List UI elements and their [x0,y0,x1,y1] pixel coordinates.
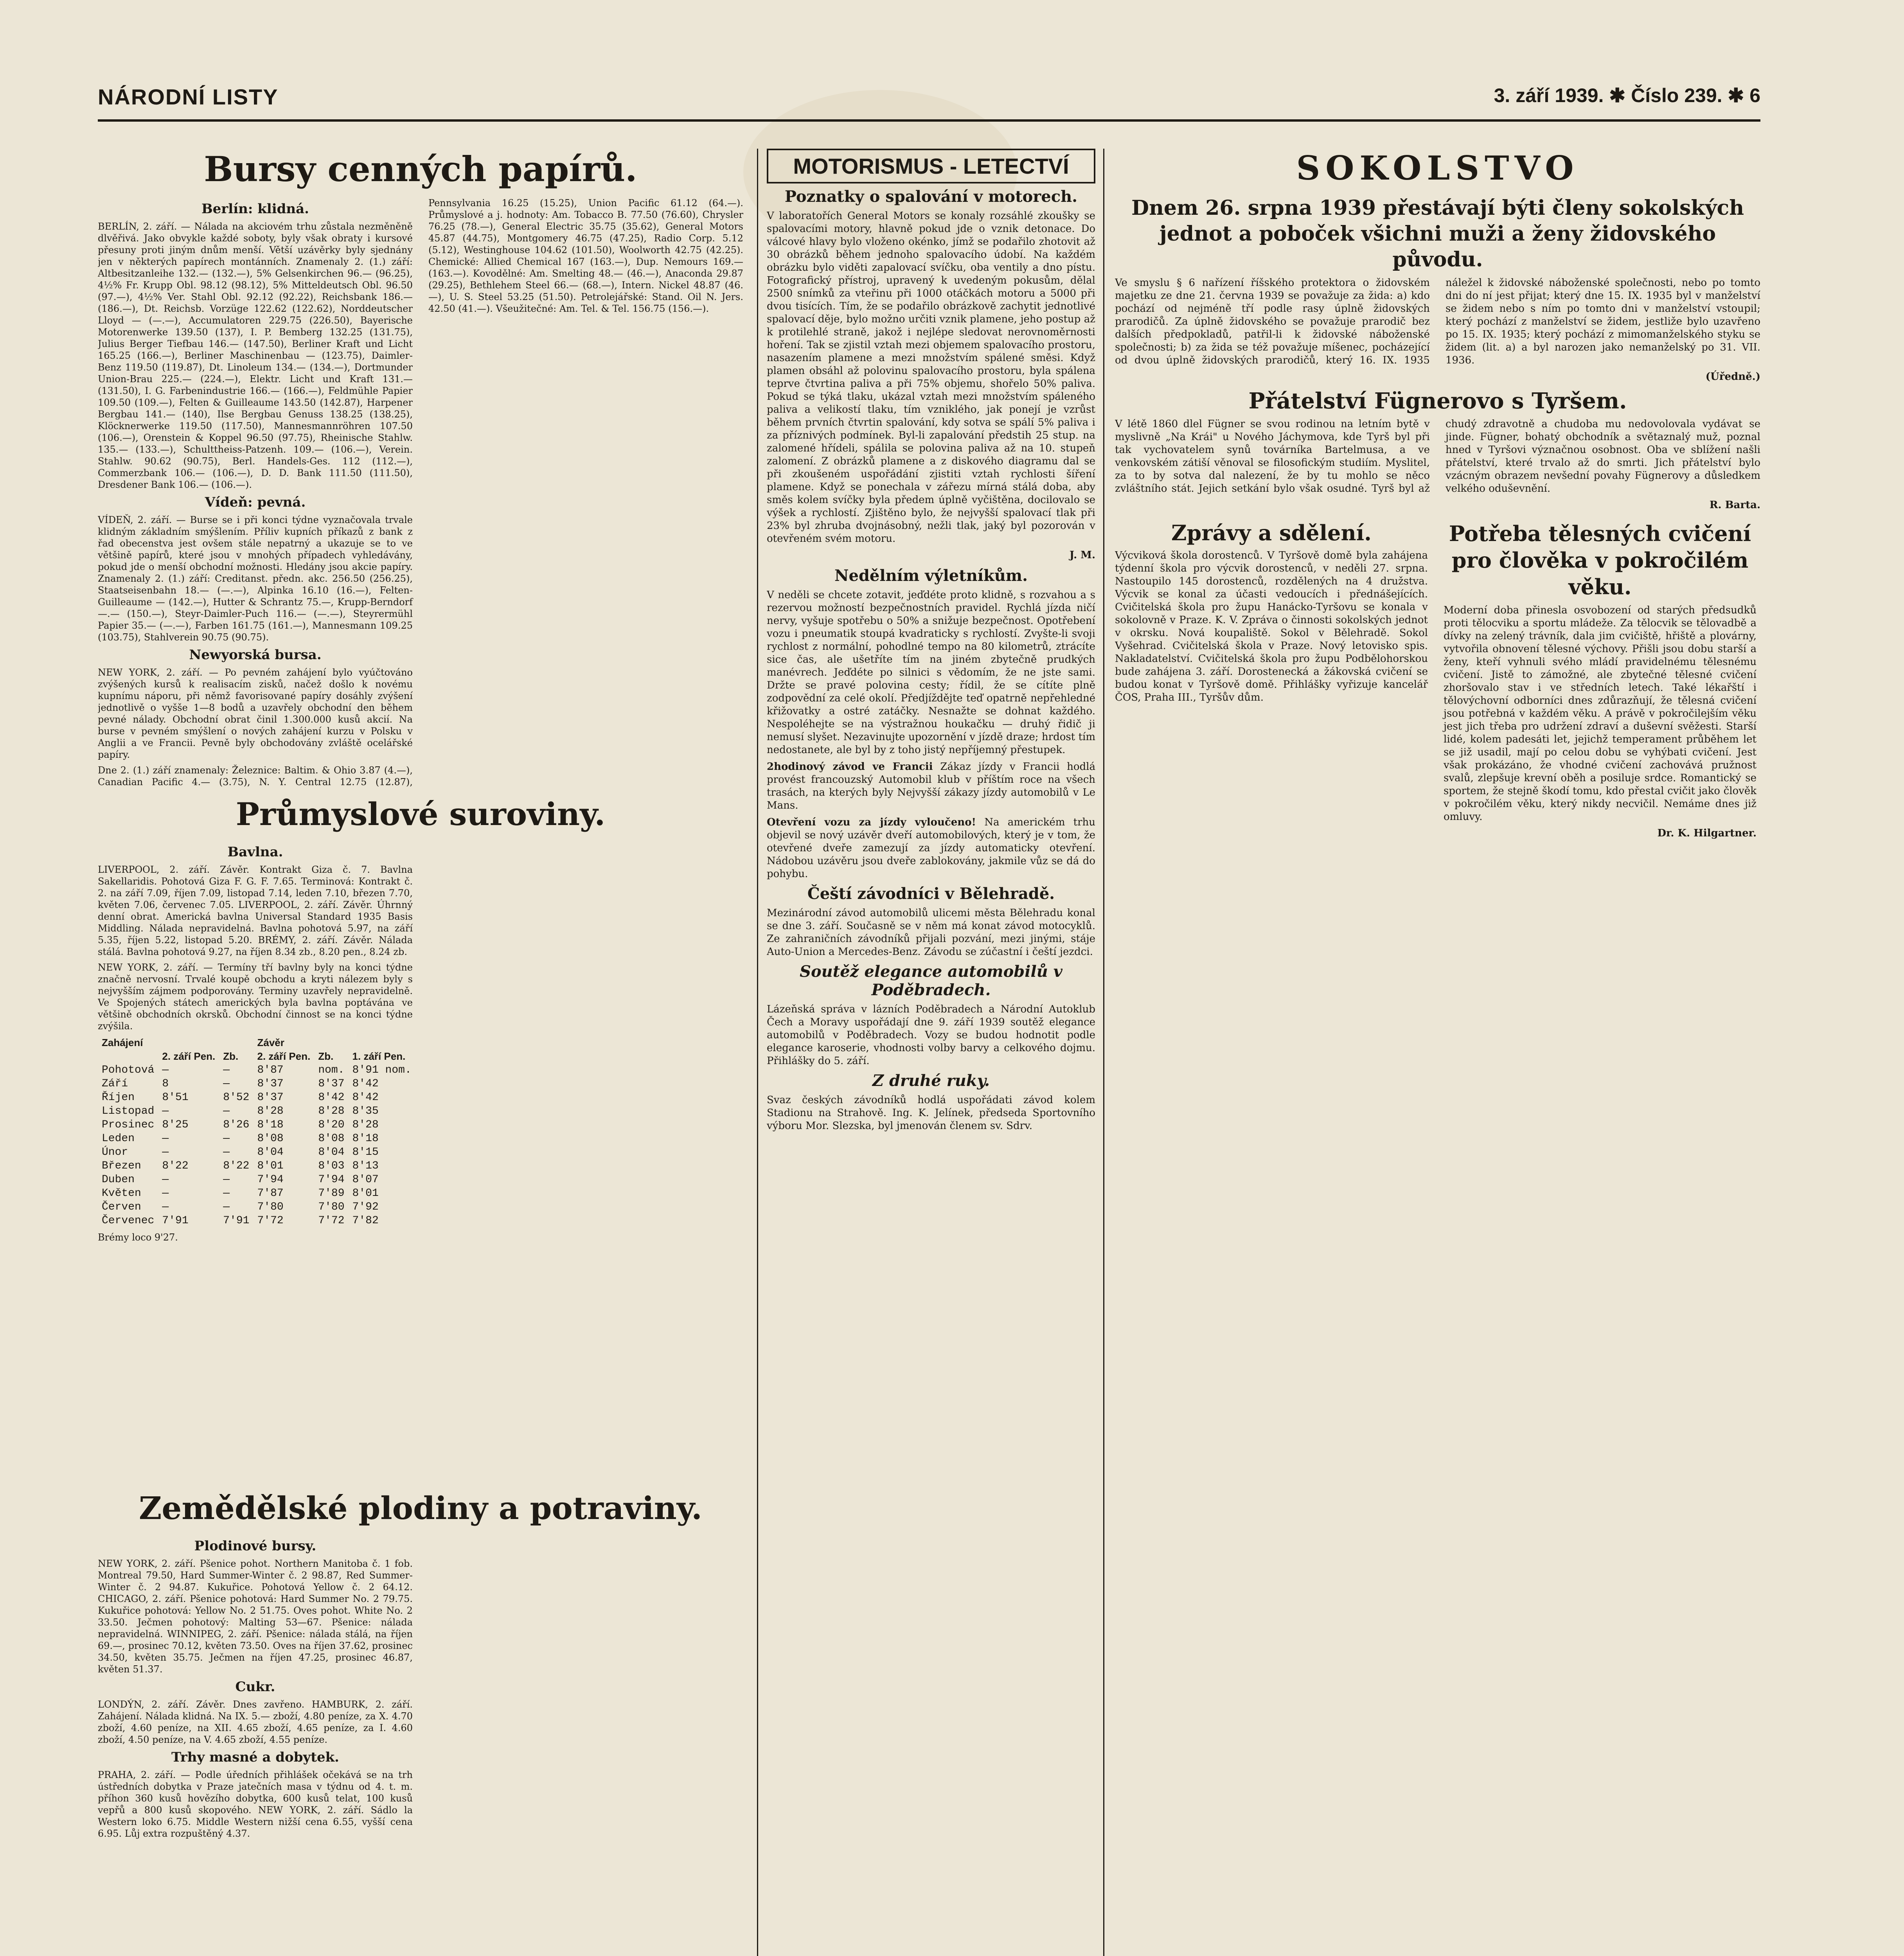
table-header-row [98,1050,415,1063]
table-cell: Duben [102,1174,135,1186]
cotton-newyork-report: NEW YORK, 2. září. — Termíny tří bavlny byly na konci týdne značně nervosní. Trvalé koupě obchodu a kryti nálezem byly s nejvyšším zájmem podporovány. Terminy uzavřely nepravidelně. Ve Spojených státech amerických byla bavlna poptávána ve většině obchodních okrsků. Obchodní činnost se na konci týdne zvýšila. [98,962,413,1032]
table-cell: — [223,1201,230,1213]
table-row [98,1159,415,1173]
table-cell: — [223,1174,230,1186]
door-heading: Otevření vozu za jízdy vyloučeno! [767,816,976,828]
news-article: Výcviková škola dorostenců. V Tyršově domě byla zahájena týdenní škola pro výcvik dorostenců, v neděli 27. srpna. Nastoupilo 145 dorostenců, rozdělených na 4 družstva. Výcvik se konal za účasti vedoucích i přednášejících. Cvičitelská škola pro župu Hanácko-Tyršovu se konala v sokolovně v Praze. K. V. Zpráva o činnosti sokolských jednot v okrsku. Nová koupaliště. Sokol v Bělehradě. Sokol Vyšehrad. Cvičitelská škola v Praze. Nový letovisko spis. Nakladatelství. Cvičitelská škola pro župu Podbělohorskou bude zahájena 3. září. Dorostenecká a žákovská cvičení se budou konat v Tyršově domě. Přihlášky vyřizuje kancelář ČOS, Praha III., Tyršův dům. [1115,550,1428,703]
sokol-news [1115,516,1428,845]
table-cell: Říjen [102,1091,135,1104]
table-row [98,1091,415,1104]
table-cell: 8'42 [352,1078,379,1090]
table-cell: Červenec [102,1215,155,1227]
table-row [98,1104,415,1118]
grain-report: NEW YORK, 2. září. Pšenice pohot. Northern Manitoba č. 1 fob. Montreal 79.50, Hard Summer-Winter č. 2 98.87, Red Summer-Winter č. 2 94.87. Kukuřice. Pohotová Yellow č. 2 64.12. CHICAGO, 2. září. Pšenice pohotová: Hard Summer No. 2 79.75. Kukuřice pohotová: Yellow No. 2 51.75. Oves pohot. White No. 2 33.50. Ječmen pohotový: Malting 53—67. Pšenice: nálada nepravidelná. WINNIPEG, 2. září. Pšenice: nálada stálá, na říjen 69.—, prosinec 70.12, květen 73.50. Oves na říjen 37.62, prosinec 34.50, květen 35.75. Ječmen na říjen 47.25, prosinec 46.87, květen 51.37. [98,1558,413,1675]
secondhand-article: Svaz českých závodníků hodlá uspořádati závod kolem Stadionu na Strahově. Ing. K. Jelínek, předseda Sportovního výboru Mor. Slezska, byl jmenován členem sv. Sdrv. [767,1094,1095,1132]
stock-section [98,197,743,792]
table-cell: 8 [162,1078,169,1090]
exercise-block [1444,516,1757,845]
belgrade-article: Mezinárodní závod automobilů ulicemi města Bělehradu konal se dne 3. září. Současně se v něm má konat závod motocyklů. Ze zahraničních závodníků přijali pozvání, mezi jinými, stáje Auto-Union a Mercedes-Benz. Závodu se zúčastní i čeští jezdci. [767,907,1095,958]
table-cell: 7'87 [257,1187,284,1199]
table-row [98,1173,415,1187]
agri-title: Zemědělské plodiny a potraviny. [139,1490,702,1526]
sokol-lower [1115,516,1760,845]
newyork-report: NEW YORK, 2. září. — Po pevném zahájení bylo vyúčtováno zvýšených kursů k realisacím zisků, načež došlo k novému kupnímu náporu, při němž favorisované papíry dosáhly zvýšení jednotlivě o vyšše 1—8 bodů a uzavřely obchodní den během pevné nálady. Obchodní obrat činil 1.300.000 kusů akcií. Na burse v pevném smýšlení o nových zahájení kurzu v Polsku v Anglii a ve Francii. Pevně byly obchodovány zvláště ocelářské papíry. [98,667,413,760]
table-cell: 7'89 [318,1187,345,1199]
table-cell: Listopad [102,1105,155,1117]
sokol-lead-text: Ve smyslu § 6 nařízení říšského protektora o židovském majetku ze dne 21. června 1939 se považuje za žida: a) kdo pochází od nejméně tří podle rasy úplně židovských prarodičů. Za úplně židovského se považuje prarodič bez dalších předpokladů, patřil-li k židovské náboženské společnosti; b) za žida se též považuje míšenec, pocházející od dvou úplně židovských prarodičů, který 16. IX. 1935 náležel k židovské náboženské společnosti, nebo po tomto dni do ní jest přijat; který dne 15. IX. 1935 byl v manželství se židem nebo s ním po tomto dni v manželství vstoupil; který pochází z manželství se židem, jestliže bylo uzavřeno po 15. IX. 1935; který pochází z mimomanželského styku se židem (lit. a) a byl narozen jako nemanželský po 31. VII. 1936. [1115,277,1760,366]
combustion-article: V laboratořích General Motors se konaly rozsáhlé zkoušky se spalovacími motory, hlavně pokud jde o vznik detonace. Do válcové hlavy bylo vloženo okénko, jímž se podařilo zhotovit až 30 obrázků během jednoho spalovacího údobí. Na každém obrázku bylo viděti zapalovací svíčku, oba ventily a dno pístu. Fotografický přístroj, upravený k uvedeným pokusům, dělal 2500 snímků za vteřinu při 1000 otáčkách motoru a 5000 při dvou tisících. Tím, že se podařilo obrázkově zachytit jednotlivé spalovací děje, bylo možno určiti vznik plamene, jeho postup až k protilehlé straně, jakož i nejlépe sledovat nerovnoměrnosti hoření. Tak se zjistil vztah mezi objemem spalovacího prostoru, nasazením plamene a mezi množstvím spálené směsi. Když plamen obsáhl až polovinu spalovacího prostoru, byla spálena teprve čtvrtina paliva a při 75% objemu, shořelo 50% paliva. Pokud se týká tlaku, ukázal vztah mezi množstvím spáleného paliva a velikostí tlaku, tím vzniklého, jak ponejí je vzrůst během prvních čtvrtin spalování, kdy sotva se spálí 5% paliva i za příznivých podmínek. Byl-li zapalování předstih 25 stup. na zalomené hřídeli, spálila se polovina paliva až na 10. stupeň zalomení. Z obrázků plamene a z diskového diagramu dal se při zkoušeném uspořádání zjistiti vztah rychlosti šíření plamene. Když se ponechala v zářezu mírná stálá doba, aby směs kolem svíčky byla předem úplně vyčištěna, docilovalo se výšek a rychlostí. Zjištěno bylo, že nejvyšší spalovací tlak při 23% byl zhruba dvojnásobný, nežli tlak, jaký byl pozorován v otevřeném svém motoru. [767,210,1095,545]
markets-column [98,149,743,1956]
table-cell: 8'52 [223,1091,250,1104]
belgrade-heading: Čeští závodníci v Bělehradě. [807,885,1055,903]
table-cell: 7'80 [257,1201,284,1213]
table-cell: 8'13 [352,1160,379,1172]
table-body [98,1063,415,1228]
table-row [98,1214,415,1228]
column-divider-2 [1103,149,1104,1956]
table-header-cell: 2. září Pen. [162,1050,216,1062]
france-race-text: Zákaz jízdy v Francii hodlá provést francouzský Automobil klub v příštím roce na všech trasách, na kterých byly Nejvyšší zákazy jízdy automobilů v Le Mans. [767,761,1095,811]
table-row [98,1077,415,1091]
sunday-article: V neděli se chcete zotavit, jeďdéte proto klidně, s rozvahou a s rezervou možností bezpečnostních pravidel. Rychlá jízda ničí nervy, vyšuje spotřebu o 50% a snižuje bezpečnost. Opotřebení vozu i pneumatik stoupá kvadraticky s rychlostí. Zvyšte-li svoji rychlost z normální, pohodlné tempo na 80 kilometrů, ztrácíte sice čas, ale ušetříte tím na jiném zbytečně prudkých manévrech. Jeďdéte po silnici s vědomím, že ne jste sami. Držte se pravé polovina cesty; řídil, že se cítíte plně zodpovědní za celé okolí. Předjíždějte teď opatrně nepřehledné křižovatky a ostré zatáčky. Nesnažte se dohnat každého. Nespoléhejte se na výstražnou houkačku — druhý řidič ji nemusí slyšet. Nezavinujte upozornění v jízdě draze; hrdost tím nedostanete, ale byl by z toho jistý nepříjemný přestupek. [767,589,1095,756]
table-cell: — [223,1078,230,1090]
table-footnote: Brémy loco 9'27. [98,1232,178,1243]
raw-materials-section [98,840,743,1486]
grain-heading: Plodinové bursy. [194,1538,316,1554]
fugner-signature: R. Barta. [1709,499,1760,511]
table-cell: — [162,1146,169,1158]
meat-heading: Trhy masné a dobytek. [171,1749,339,1765]
exercise-article: Moderní doba přinesla osvobození od starých předsudků proti tělocviku a sportu mládeže. Za tělocvik se tělovadbě a dívky na zelený trávník, dala jim cvičiště, hřiště a plovárny, vytvořila obnovení tělesné výchovy. Přišli jsou dobu starší a ženy, kteří vyhnuli svého mládí pravidelnému tělesnému cvičení. Jistě to zámožné, ale zbytečné tělesné cvičení zhoršovalo stav i ve středních letech. Také lékařští i tělovýchovní odborníci dnes zdůrazňují, že tělesná cvičení jsou potřebná v každém věku. A právě v pokročilejším věku jest jich třeba pro udržení zdraví a duševní svěžesti. Starší lidé, kolem padesáti let, jejichž temperament průběhem let se již usadil, mají po celou dobu se vyhýbati cvičení. Jest však prokázáno, že vhodné cvičení zachovává pružnost svalů, zlepšuje krevní oběh a posiluje srdce. Romantický se sportem, že stejně škodí tomu, kdo přestal cvičit jako člověk v pokročilém věku, který nikdy necvičil. Nemáme dnes již omluvy. [1444,604,1757,823]
table-cell: 8'15 [352,1146,379,1158]
table-cell: 8'18 [257,1119,284,1131]
sugar-report: LONDÝN, 2. září. Závěr. Dnes zavřeno. HAMBURK, 2. září. Zahájení. Nálada klidná. Na IX. 5.— zboží, 4.80 peníze, za X. 4.70 zboží, 4.60 peníze, na XII. 4.65 zboží, 4.65 peníze, za I. 4.60 zboží, 4.50 peníze, na V. 4.65 zboží, 4.55 peníze. [98,1699,413,1745]
table-cell: — [162,1105,169,1117]
table-cell: 8'51 [162,1091,189,1104]
table-row [98,1145,415,1159]
newyork-quotes: Dne 2. (1.) září znamenaly: Železnice: Baltim. & Ohio 3.87 (4.—), Canadian Pacific 4.— (3.75), N. Y. Central 12.75 (12.87), Pennsylvania 16.25 (15.25), Union Pacific 61.12 (64.—). Průmyslové a j. hodnoty: Am. Tobacco B. 77.50 (76.60), Chrysler 76.25 (78.—), General Electric 35.75 (35.62), General Motors 45.87 (44.75), Montgomery 46.75 (47.25), Radio Corp. 5.12 (5.12), Westinghouse 104.62 (101.50), Woolworth 42.75 (42.25). Chemické: Allied Chemical 167 (163.—), Dup. Nemours 169.— (163.—). Kovodělné: Am. Smelting 48.— (46.—), Anaconda 29.87 (29.25), Bethlehem Steel 66.— (68.—), Intern. Nickel 48.87 (46.—), U. S. Steel 53.25 (51.50). Petrolejářské: Stand. Oil N. Jers. 42.50 (41.—). Všeužitečné: Am. Tel. & Tel. 156.75 (156.—). [98,198,743,787]
table-cell: 8'04 [257,1146,284,1158]
exercise-heading: Potřeba tělesných cvičení pro člověka v pokročilém věku. [1449,521,1751,599]
sokol-column [1115,149,1760,1956]
table-cell: 8'37 [257,1078,284,1090]
table-cell: 8'91 nom. [352,1064,412,1076]
table-row [98,1187,415,1200]
table-cell: Květen [102,1187,141,1199]
table-cell: — [162,1064,169,1076]
table-header-cell: Zb. [223,1050,239,1062]
table-cell: 8'07 [352,1174,379,1186]
table-cell: — [162,1187,169,1199]
table-cell: 7'94 [318,1174,345,1186]
table-cell: 8'35 [352,1105,379,1117]
table-cell: Březen [102,1160,141,1172]
berlin-report: BERLÍN, 2. září. — Nálada na akciovém trhu zůstala nezměněně dlvěřivá. Jako obvykle každé soboty, byly však obraty i kursové přesuny proti jiným dnům menší. Větší uzávěrky byly sjednány jen v některých papírech montánních. Znamenaly 2. (1.) září: Altbesitzanleihe 132.— (132.—), 5% Gelsenkirchen 96.— (96.25), 4½% Fr. Krupp Obl. 98.12 (98.12), 5% Mitteldeutsch Obl. 96.50 (97.—), 4½% Ver. Stahl Obl. 92.12 (92.22), Reichsbank 186.— (186.—), Dt. Reichsb. Vorzüge 122.62 (122.62), Norddeutscher Lloyd — (—.—), Accumulatoren 229.75 (226.50), Bayerische Motorenwerke 139.50 (137), I. P. Bemberg 132.25 (131.75), Julius Berger Tiefbau 146.— (147.50), Berliner Kraft und Licht 165.25 (166.—), Berliner Maschinenbau — (123.75), Daimler-Benz 119.50 (119.87), Dt. Linoleum 134.— (134.—), Dortmunder Union-Brau 225.— (224.—), Elektr. Licht und Kraft 131.— (131.50), I. G. Farbenindustrie 166.— (166.—), Feldmühle Papier 109.50 (109.—), Felten & Guilleaume 143.50 (142.87), Harpener Bergbau 141.— (140), Ilse Bergbau Genuss 138.25 (138.25), Klöcknerwerke 119.50 (117.50), Mannesmannröhren 107.50 (106.—), Orenstein & Koppel 96.50 (97.75), Rheinische Stahlw. 135.— (133.—), Schulttheiss-Patzenh. 109.— (106.—), Verein. Stahlw. 90.62 (90.75), Berl. Handels-Ges. 112 (112.—), Commerzbank 106.— (106.—), D. D. Bank 111.50 (111.50), Dresdener Bank 106.— (106.—). [98,221,413,490]
cotton-liverpool-report: LIVERPOOL, 2. září. Závěr. Kontrakt Giza č. 7. Bavlna Sakellaridis. Pohotová Giza F. G. F. 7.65. Terminová: Kontrakt č. 2. na září 7.09, říjen 7.09, listopad 7.14, leden 7.10, březen 7.70, květen 7.06, červenec 7.05. LIVERPOOL, 2. září. Závěr. Úhrnný denní obrat. Americká bavlna Universal Standard 1935 Basis Middling. Nálada nepravidelná. Bavlna pohotová 5.97, na září 5.35, říjen 5.22, listopad 5.20. BRÉMY, 2. září. Závěr. Nálada stálá. Bavlna pohotová 9.27, na říjen 8.34 zb., 8.20 pen., 8.24 zb. [98,864,413,957]
table-cell: 8'87 [257,1064,284,1076]
fugner-article: V létě 1860 dlel Fügner se svou rodinou na letním bytě v myslivně „Na Krái" u Nového Jáchymova, kde Tyrš byl při tak vychovatelem synů továrníka Bartelmusa, a ve venkovském zátiší věnoval se filosofickým studiím. Myslitel, za to by sotva dal nalezení, že by tu mohlo se něco zvláštního stát. Jejich setkání bylo však osudné. Tyrš byl až chudý zdravotně a chudoba mu nedovolovala vydávat se jinde. Fügner, bohatý obchodník a světaznalý muž, poznal hned v Tyršovi význačnou osobnost. Oba ve sblížení našli přátelství, které trvalo až do smrti. Jich přátelství bylo vzácným obrazem nevšední povahy Fügnerovy a důsledkem velkého oduševnění. [1115,418,1760,494]
table-cell: 8'22 [223,1160,250,1172]
sunday-heading: Nedělním výletníkům. [834,566,1028,585]
cotton-price-table [98,1036,415,1228]
table-cell: 8'42 [318,1091,345,1104]
column-divider [757,149,758,1956]
table-cell: 8'01 [352,1187,379,1199]
table-cell: 7'72 [318,1215,345,1227]
table-cell: 8'28 [257,1105,284,1117]
door-text: Na americkém trhu objevil se nový uzávěr dveří automobilových, který je v tom, že otevřené dveře zamezují za jízdy automaticky otevření. Nádobou uzávěru jsou dveře zablokovány, jakmile vůz se dá do pohybu. [767,816,1095,880]
table-cell: Leden [102,1133,135,1145]
table-cell: Prosinec [102,1119,155,1131]
news-heading: Zprávy a sdělení. [1171,520,1372,545]
france-race-article [767,760,1095,812]
table-cell: — [162,1133,169,1145]
table-cell: 8'08 [257,1133,284,1145]
table-row [98,1063,415,1077]
motoring-column [767,149,1095,1956]
elegance-heading: Soutěž elegance automobilů v Poděbradech. [800,962,1063,999]
table-cell: — [223,1064,230,1076]
table-cell: 7'80 [318,1201,345,1213]
table-row [98,1200,415,1214]
table-cell: 7'92 [352,1201,379,1213]
table-cell: 8'08 [318,1133,345,1145]
issue-date: 3. září 1939. ✱ Číslo 239. ✱ 6 [1494,84,1760,106]
table-header-cell: Zb. [318,1050,334,1062]
secondhand-heading: Z druhé ruky. [872,1071,990,1090]
table-cell: Pohotová [102,1064,155,1076]
combustion-heading: Poznatky o spalování v motorech. [784,187,1078,206]
table-cell: 8'01 [257,1160,284,1172]
table-cell: 8'28 [352,1119,379,1131]
fugner-heading: Přátelství Fügnerovo s Tyršem. [1248,388,1627,414]
vienna-report: VÍDEŇ, 2. září. — Burse se i při konci týdne vyznačovala trvale klidným základním smýšlením. Příliv kupních příkazů z bank z řad obecenstva jest ovšem stále nepatrný a ukazuje se to ve většině papírů, které jsou v mnohých případech vyhledávány, pokud jde o menší obchodní možnosti. Hledány jsou akcie papíry. Znamenaly 2. (1.) září: Creditanst. předn. akc. 256.50 (256.25), Staatseisenbahn 18.— (—.—), Alpinka 16.10 (16.—), Felten-Guilleaume — (142.—), Hutter & Schrantz 75.—, Krupp-Berndorf —.— (150.—), Steyr-Daimler-Puch 116.— (—.—), Steyrermühl Papier 35.— (—.—), Farben 161.75 (161.—), Mannesmann 109.25 (103.75), Stahlverein 90.75 (90.75). [98,514,413,643]
vienna-heading: Vídeň: pevná. [205,494,306,510]
table-cell: 8'04 [318,1146,345,1158]
combustion-signature: J. M. [1069,549,1095,561]
newyork-heading: Newyorská bursa. [189,647,322,663]
table-cell: Únor [102,1146,128,1158]
table-header-cell: 1. září Pen. [352,1050,406,1062]
table-cell: Září [102,1078,128,1090]
berlin-heading: Berlín: klidná. [201,201,309,217]
table-cell: nom. [318,1064,345,1076]
table-cell: 7'72 [257,1215,284,1227]
table-cell: 7'91 [223,1215,250,1227]
table-group-open: Zahájení [102,1037,143,1048]
table-cell: 8'26 [223,1119,250,1131]
meat-report: PRAHA, 2. září. — Podle úředních přihlášek očekává se na trh ústředních dobytka v Praze jatečních masa v týdnu od 4. t. m. příhon 360 kusů hovězího dobytka, 600 kusů telat, 100 kusů vepřů a 800 kusů skopového. NEW YORK, 2. září. Sádlo la Western loko 6.75. Middle Western nižší cena 6.55, vyšší cena 6.95. Lůj extra rozpuštěný 4.37. [98,1769,413,1839]
table-group-row [98,1036,415,1050]
table-row [98,1132,415,1145]
markets-title: Bursy cenných papírů. [204,149,637,189]
table-cell: — [223,1105,230,1117]
table-cell: 8'20 [318,1119,345,1131]
exercise-signature: Dr. K. Hilgartner. [1657,827,1757,839]
masthead [98,84,1760,111]
table-cell: 8'25 [162,1119,189,1131]
elegance-article: Lázeňská správa v lázních Poděbradech a Národní Autoklub Čech a Moravy uspořádají dne 9. září 1939 soutěž elegance automobilů v Poděbradech. Vozy se budou hodnotit podle elegance karoserie, vhodnosti volby barvy a celkového dojmu. Přihlášky do 5. září. [767,1003,1095,1067]
table-cell: Červen [102,1201,141,1213]
table-cell: — [223,1146,230,1158]
table-cell: 7'91 [162,1215,189,1227]
raw-materials-title: Průmyslové suroviny. [236,796,606,832]
table-cell: — [162,1201,169,1213]
table-cell: 8'37 [318,1078,345,1090]
table-cell: 7'94 [257,1174,284,1186]
table-header-cell [98,1050,158,1063]
masthead-rule [98,119,1760,122]
table-cell: — [162,1174,169,1186]
table-cell: 8'42 [352,1091,379,1104]
cotton-heading: Bavlna. [227,844,283,860]
table-cell: — [223,1133,230,1145]
sokol-lead-heading: Dnem 26. srpna 1939 přestávají býti členy sokolských jednot a poboček všichni muži a ženy židovského původu. [1131,196,1744,271]
france-race-lead: 2hodinový závod ve Francii [767,761,933,773]
door-article [767,816,1095,881]
table-row [98,1118,415,1132]
table-cell: 8'03 [318,1160,345,1172]
table-cell: 8'22 [162,1160,189,1172]
table-cell: 8'18 [352,1133,379,1145]
table-cell: 8'28 [318,1105,345,1117]
table-header-cell: 2. září Pen. [257,1050,311,1062]
sokol-title: SOKOLSTVO [1296,149,1579,187]
paper-name: NÁRODNÍ LISTY [98,84,279,109]
table-group-close: Závěr [257,1037,284,1048]
sugar-heading: Cukr. [235,1679,275,1695]
table-cell: 8'37 [257,1091,284,1104]
table-cell: 7'82 [352,1215,379,1227]
agri-section [98,1534,743,1956]
table-cell: — [223,1187,230,1199]
motoring-title: MOTORISMUS - LETECTVÍ [767,149,1095,183]
sokol-lead-signature: (Úředně.) [1705,371,1760,383]
